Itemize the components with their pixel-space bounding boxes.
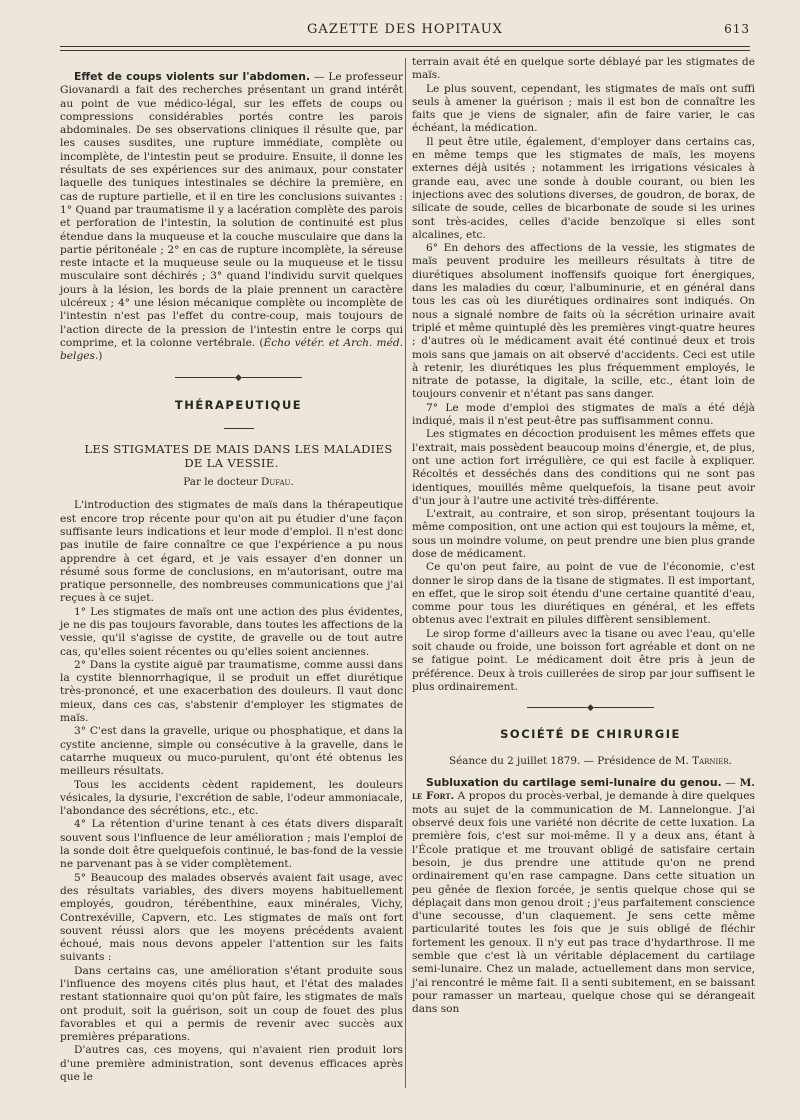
paragraph: Dans certains cas, une amélioration s'étant produite sous l'influence des moyens cités plus haut, et l'état des malades restant stationnaire quoi qu'on pût faire, les stigmates de maïs ont produit, soit la guérison, soit un coup de fouet des plus favorables et qui a permis de revenir avec succès aux premières préparations. <box>60 964 403 1044</box>
right-column <box>412 56 755 1016</box>
news-body: — Le professeur Giovanardi a fait des recherches présentant un grand intérêt au point de vue médico-légal, sur les effets de coups ou compressions considérables portés contre les parois abdominales. De ses observations cliniques il résulte que, par les causes susdites, une rupture immédiate, complète ou incomplète, de l'intestin peut se produire. Ensuite, il donne les résultats de ses expériences sur des animaux, pour constater laquelle des tuniques intestinales se déchire la première, en cas de rupture partielle, et il en tire les conclusions suivantes : 1° Quand par traumatisme il y a lacération complète des parois et perforation de l'intestin, la solution de continuité est plus étendue dans la muqueuse et la couche musculaire que dans la partie péritonéale ; 2° en cas de rupture incomplète, la séreuse reste intacte et la muqueuse seule ou la muqueuse et le tissu musculaire sont déchirés ; 3° quand l'individu survit quelques jours à la lésion, les bords de la plaie prennent un caractère ulcéreux ; 4° une lésion mécanique complète ou incomplète de l'intestin n'est pas l'effet du contre-coup, mais toujours de l'action directe de la pression de l'intestin entre le corps qui comprime, et la colonne vertébrale. ( <box>60 71 403 349</box>
paragraph: 2° Dans la cystite aiguë par traumatisme, comme aussi dans la cystite blennorrhagique, il se produit un effet diurétique très-prononcé, et une exacerbation des douleurs. Il vaut donc mieux, dans ces cas, s'abstenir d'employer les stigmates de maïs. <box>60 658 403 725</box>
paragraph: D'autres cas, ces moyens, qui n'avaient rien produit lors d'une première administration, sont devenus efficaces après que le <box>60 1044 403 1084</box>
paragraph: Les stigmates en décoction produisent les mêmes effets que l'extrait, mais possèdent beaucoup moins d'énergie, et, de plus, ont une action fort irrégulière, ce qui est facile à expliquer. Récoltés et desséchés dans des conditions qui ne sont pas identiques, mouillés même quelquefois, la tisane peut avoir d'un jour à l'autre une activité très-différente. <box>412 428 755 507</box>
society-report: Subluxation du cartilage semi-lunaire du genou. — M. le Fort. A propos du procès-verbal, je demande à dire quelques mots au sujet de la communication de M. Lannelongue. J'ai observé deux fois une variété non décrite de cette luxation. La première fois, c'est sur moi-même. Il y a deux ans, étant à l'École pratique et me trouvant obligé de satisfaire certain besoin, je dus prendre une attitude qu'on ne prend ordinairement qu'en rase campagne. Dans cette situation un peu gênée de flexion forcée, je sentis quelque chose qui se déplaçait dans mon genou droit ; j'eus parfaitement conscience d'une secousse, d'un claquement. Je sens cette même particularité toutes les fois que je suis obligé de fléchir fortement les genoux. Il n'y eut pas trace d'hydarthrose. Il me semble que c'est là un véritable déplacement du cartilage semi-lunaire. Chez un malade, actuellement dans mon service, j'ai rencontré le même fait. Il a senti subitement, en se baissant pour ramasser un marteau, quelque chose qui se dérangeait dans son <box>412 776 755 1016</box>
masthead-rule-thin <box>60 50 750 51</box>
report-text: A propos du procès-verbal, je demande à dire quelques mots au sujet de la communication de M. Lannelongue. J'ai observé deux fois une variété non décrite de cette luxation. La première fois, c'est sur moi-même. Il y a deux ans, étant à l'École pratique et me trouvant obligé de satisfaire certain besoin, je dus prendre une attitude qu'on ne prend ordinairement qu'en rase campagne. Dans cette situation un peu gênée de flexion forcée, je sentis quelque chose qui se déplaçait dans mon genou droit ; j'eus parfaitement conscience d'une secousse, d'un claquement. Je sens cette même particularité toutes les fois que je suis obligé de fléchir fortement les genoux. Il n'y eut pas trace d'hydarthrose. Il me semble que c'est là un véritable déplacement du cartilage semi-lunaire. Chez un malade, actuellement dans mon service, j'ai rencontré le même fait. Il a senti subitement, en se baissant pour ramasser un marteau, quelque chose qui se dérangeait dans son <box>412 790 755 1016</box>
paragraph: Le plus souvent, cependant, les stigmates de maïs ont suffi seuls à amener la guérison ; mais il est bon de connaître les faits que je viens de signaler, afin de faire varier, le cas échéant, la médication. <box>412 82 755 135</box>
paragraph: Tous les accidents cèdent rapidement, les douleurs vésicales, la dysurie, l'excrétion de sable, l'odeur ammoniacale, l'abondance des sécrétions, etc., etc. <box>60 778 403 818</box>
article-title: LES STIGMATES DE MAIS DANS LES MALADIES DE LA VESSIE. <box>84 442 393 470</box>
news-runin-title: Effet de coups violents sur l'abdomen. <box>74 70 311 83</box>
paragraph: L'introduction des stigmates de maïs dans la thérapeutique est encore trop récente pour qu'on ait pu étudier d'une façon suffisante leurs indications et leur mode d'emploi. Il n'est donc pas inutile de faire connaître ce que l'expérience a pu nous apprendre à cet égard, et je vais essayer d'en donner un résumé sous forme de conclusions, en m'autorisant, outre ma pratique personnelle, des nombreuses communications que j'ai reçues à ce sujet. <box>60 499 403 605</box>
paragraph: L'extrait, au contraire, et son sirop, présentant toujours la même composition, ont une action qui est toujours la même, et, sous un moindre volume, on peut prendre une bien plus grande dose de médicament. <box>412 508 755 560</box>
president-name: Tarnier. <box>692 754 732 767</box>
paragraph: 1° Les stigmates de maïs ont une action des plus évidentes, je ne dis pas toujours favorable, dans toutes les affections de la vessie, qu'il s'agisse de cystite, de gravelle ou de tout autre cas, qu'elles soient récentes ou qu'elles soient anciennes. <box>60 605 403 658</box>
byline: Par le docteur Dufau. <box>183 476 294 489</box>
short-rule <box>60 420 403 433</box>
separator-ornament: ◆ <box>60 372 403 385</box>
section-heading-societe: SOCIÉTÉ DE CHIRURGIE <box>500 726 681 741</box>
paragraph: Il peut être utile, également, d'employer dans certains cas, en même temps que les stigmates de maïs, les moyens externes déjà usités ; notamment les irrigations vésicales à grande eau, avec une sonde à double courant, ou bien les injections avec des solutions diverses, de goudron, de borax, de silicate de soude, celles de bicarbonate de soude si les urines sont très-acides, celles d'acide benzoïque si elles sont alcalines, etc. <box>412 135 756 241</box>
page-number: 613 <box>724 22 750 36</box>
paragraph: Le sirop forme d'ailleurs avec la tisane ou avec l'eau, qu'elle soit chaude ou froide, une boisson fort agréable et dont on ne se fatigue point. Le médicament doit être pris à jeun de préférence. Deux à trois cuillerées de sirop par jour suffisent le plus ordinairement. <box>412 627 755 693</box>
column-divider <box>405 58 406 1088</box>
paragraph: 7° Le mode d'emploi des stigmates de maïs a été déjà indiqué, mais il n'est peut-être pas suffisamment connu. <box>412 401 755 428</box>
paragraph: 5° Beaucoup des malades observés avaient fait usage, avec des résultats variables, des divers moyens habituellement employés, goudron, térébenthine, eaux minérales, Vichy, Contrexéville, Capvern, etc. Les stigmates de maïs ont fort souvent réussi alors que les moyens précédents avaient échoué, mais nous devons appeler l'attention sur les faits suivants : <box>60 871 403 964</box>
article-body <box>60 499 403 1084</box>
paragraph: 3° C'est dans la gravelle, urique ou phosphatique, et dans la cystite ancienne, simple ou consécutive à la gravelle, dans le catarrhe muqueux ou muco-purulent, qu'ont été obtenus les meilleurs résultats. <box>60 725 403 778</box>
paragraph: Ce qu'on peut faire, au point de vue de l'économie, c'est donner le sirop dans de la tisane de stigmates. Il est important, en effet, que le sirop soit étendu d'une certaine quantité d'eau, comme pour tous les diurétiques en général, et les effets obtenus avec l'extrait en pilules diffèrent sensiblement. <box>412 561 755 627</box>
paragraph: 6° En dehors des affections de la vessie, les stigmates de maïs peuvent produire les meilleurs résultats à titre de diurétiques absolument inoffensifs quoique fort énergiques, dans les maladies du cœur, l'albuminurie, et en général dans tous les cas où les diurétiques ordinaires sont indiqués. On nous a signalé nombre de faits où la sécrétion urinaire avait triplé et même quintuplé dès les premières vingt-quatre heures ; d'autres où le médicament avait été continué deux et trois mois sans que jamais on ait observé d'accidents. Ceci est utile à retenir, les diurétiques les plus fréquemment employés, le nitrate de potasse, la digitale, la scille, etc., étant loin de toujours convenir et n'étant pas sans danger. <box>412 242 755 401</box>
left-column <box>60 56 403 1084</box>
separator-ornament: ◆ <box>412 702 755 715</box>
masthead-rule <box>60 46 750 47</box>
news-source: Écho vétér. et Arch. méd. belges. <box>60 336 403 363</box>
session-line: Séance du 2 juillet 1879. — Présidence de M. Tarnier. <box>449 754 732 767</box>
masthead <box>60 22 750 44</box>
paragraph: terrain avait été en quelque sorte déblayé par les stigmates de maïs. <box>412 56 755 82</box>
speaker-name: M. le Fort. <box>412 777 755 803</box>
news-item: Effet de coups violents sur l'abdomen. — Le professeur Giovanardi a fait des recherches présentant un grand intérêt au point de vue médico-légal, sur les effets de coups ou compressions considérables portés contre les parois abdominales. De ses observations cliniques il résulte que, par les causes susdites, une rupture immédiate, complète ou incomplète, de l'intestin peut se produire. Ensuite, il donne les résultats de ses expériences sur des animaux, pour constater laquelle des tuniques intestinales se déchire la première, en cas de rupture partielle, et il en tire les conclusions suivantes : 1° Quand par traumatisme il y a lacération complète des parois et perforation de l'intestin, la solution de continuité est plus étendue dans la muqueuse et la couche musculaire que dans la partie péritonéale ; 2° en cas de rupture incomplète, la séreuse reste intacte et la muqueuse seule ou la muqueuse et le tissu musculaire sont déchirés ; 3° quand l'individu survit quelques jours à la lésion, les bords de la plaie prennent un caractère ulcéreux ; 4° une lésion mécanique complète ou incomplète de l'intestin n'est pas l'effet du contre-coup, mais toujours de l'action directe de la pression de l'intestin entre le corps qui comprime, et la colonne vertébrale. (Écho vétér. et Arch. méd. belges.) <box>60 70 403 363</box>
paragraph: 4° La rétention d'urine tenant à ces états divers disparaît souvent sous l'influence de leur amélioration ; mais l'emploi de la sonde doit être quelquefois continué, le bas-fond de la vessie ne parvenant pas à se vider complètement. <box>60 818 403 871</box>
section-heading-therapeutique: THÉRAPEUTIQUE <box>174 397 303 412</box>
author-name: Dufau. <box>261 476 294 489</box>
report-subhead: Subluxation du cartilage semi-lunaire du genou. <box>426 776 722 790</box>
journal-title: GAZETTE DES HOPITAUX <box>307 22 503 37</box>
